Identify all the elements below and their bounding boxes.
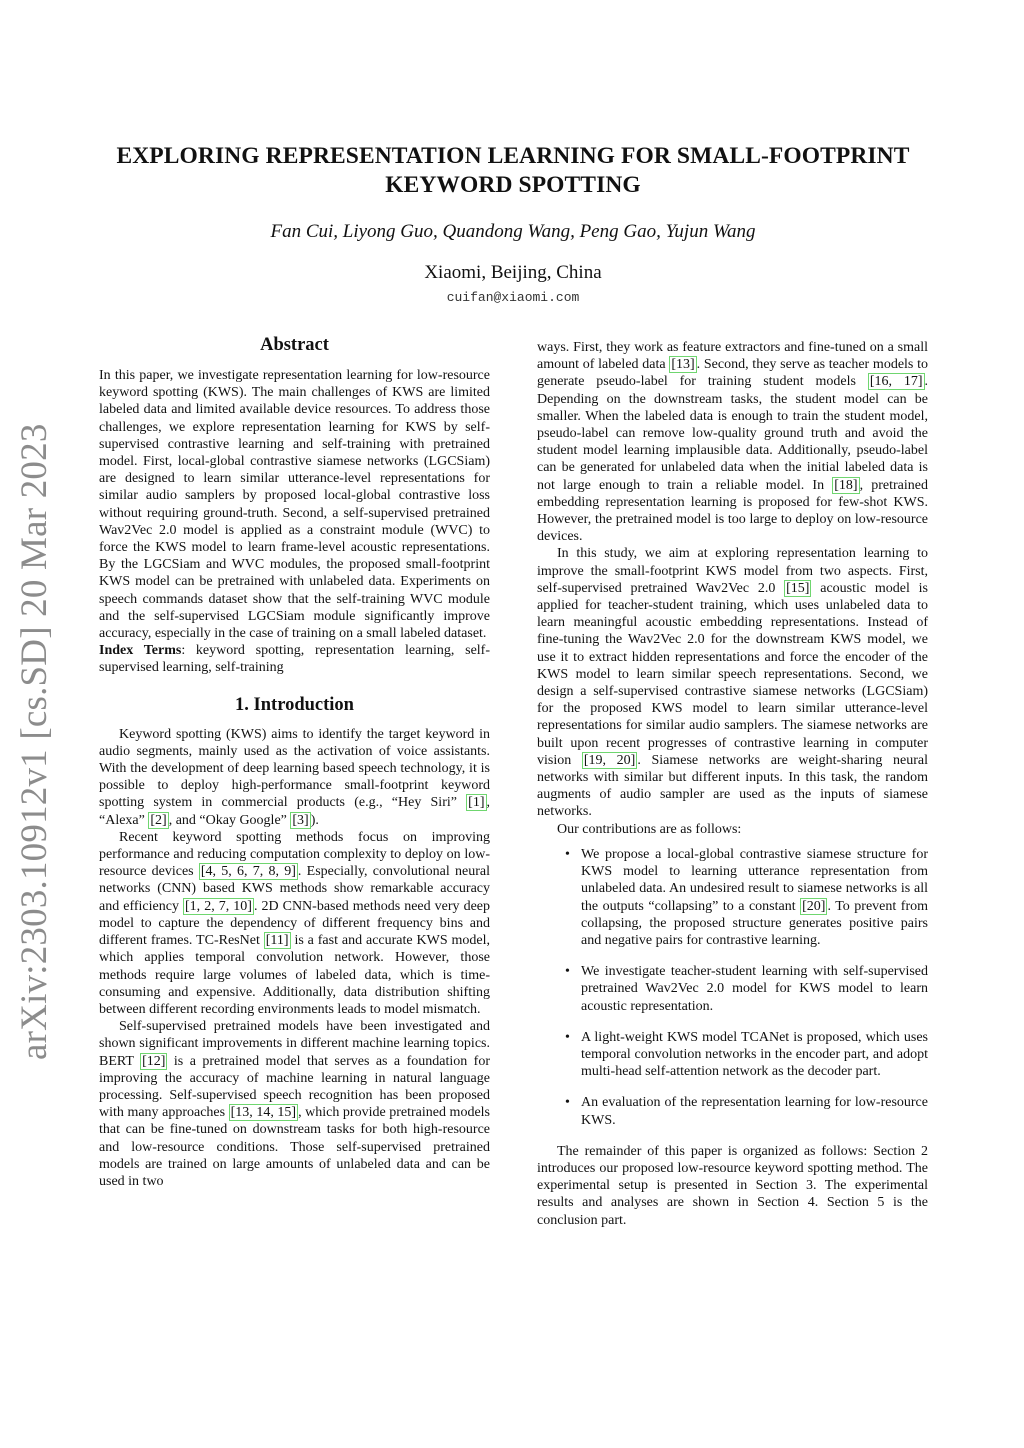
citation-link[interactable]: [13, 14, 15] bbox=[230, 1105, 297, 1121]
text-run: is a pretrained model that serves as a foundation for improving the accuracy of machine learning in natural language processing. Self-supervised speech recognition has been proposed with many approaches bbox=[99, 1053, 491, 1121]
title-line-2: KEYWORD SPOTTING bbox=[385, 172, 641, 198]
citation-link[interactable]: [20] bbox=[802, 898, 826, 914]
citation-link[interactable]: [18] bbox=[834, 477, 858, 493]
contributions-intro: Our contributions are as follows: bbox=[557, 821, 742, 837]
text-run: , which provide pretrained models that can be fine-tuned on downstream tasks for both high-resource and low-resource conditions. Those self-supervised pretrained models are trained on large amounts of unlabeled data and can be used in two bbox=[99, 1105, 490, 1189]
text-run: Recent keyword spotting methods focus on improving performance and reducing computation complexity to deploy on low-resource devices bbox=[99, 829, 490, 880]
citation-link[interactable]: [4, 5, 6, 7, 8, 9] bbox=[200, 864, 296, 880]
author-list: Fan Cui, Liyong Guo, Quandong Wang, Peng Gao, Yujun Wang bbox=[270, 221, 756, 242]
bullet-icon: • bbox=[565, 1029, 570, 1045]
citation-link[interactable]: [11] bbox=[265, 933, 289, 949]
text-run: , and “Okay Google” bbox=[168, 812, 291, 828]
text-run: Self-supervised pretrained models have been investigated and shown significant improvements in different machine learning topics. BERT bbox=[99, 1019, 490, 1069]
contribution-item-4 bbox=[537, 1094, 928, 1128]
citation-link[interactable]: [19, 20] bbox=[583, 752, 636, 768]
text-run: A light-weight KWS model TCANet is proposed, which uses temporal convolution networks in the encoder part, and adopt multi-head self-attention network as the decoder part. bbox=[581, 1029, 928, 1080]
text-run: . 2D CNN-based methods need very deep model to capture the dependency of different frequency bins and different frames. TC-ResNet bbox=[99, 898, 491, 949]
citation-link[interactable]: [15] bbox=[786, 580, 810, 596]
contribution-item-1 bbox=[537, 846, 928, 949]
index-terms bbox=[99, 642, 490, 676]
abstract-text: In this paper, we investigate representation learning for low-resource keyword spotting (KWS). The main challenges of KWS are limited labeled data and limited available device resources. To address those challenges, we explore representation learning for KWS by self-supervised contrastive learning and self-training with pretrained model. First, local-global contrastive siamese networks (LGCSiam) are designed to learn similar utterance-level representations for similar audio samplers by proposed local-global contrastive loss without requiring ground-truth. Second, a self-supervised pretrained Wav2Vec 2.0 model is applied as a constraint module (WVC) to force the KWS model to learn frame-level acoustic representations. By the LGCSiam and WVC modules, the proposed small-footprint KWS model can be pretrained with unlabeled data. Experiments on speech commands dataset show that the self-training WVC module and the self-supervised LGCSiam module significantly improve accuracy, especially in the case of training on a small labeled dataset. bbox=[99, 368, 490, 642]
right-paragraph-2 bbox=[537, 545, 928, 820]
citation-link[interactable]: [1, 2, 7, 10] bbox=[185, 898, 252, 914]
intro-paragraph-3 bbox=[99, 1018, 490, 1190]
arxiv-side-stamp: arXiv:2303.10912v1 [cs.SD] 20 Mar 2023 bbox=[14, 423, 55, 1060]
right-column bbox=[537, 339, 928, 1229]
contributions-list bbox=[537, 846, 928, 1129]
bullet-icon: • bbox=[565, 846, 570, 862]
abstract-heading: Abstract bbox=[260, 335, 329, 355]
contribution-item-3 bbox=[537, 1029, 928, 1081]
text-run: ways. First, they work as feature extractors and fine-tuned on a small amount of labeled data bbox=[537, 340, 928, 373]
citation-link[interactable]: [16, 17] bbox=[869, 374, 923, 390]
text-run: . To prevent from collapsing, the proposed structure generates positive pairs and negative pairs for contrastive learning. bbox=[581, 898, 928, 948]
introduction-heading: 1. Introduction bbox=[235, 694, 354, 715]
text-run: We investigate teacher-student learning with self-supervised pretrained Wav2Vec 2.0 model for KWS model to learn acoustic representation. bbox=[581, 964, 928, 1014]
title-line-1: EXPLORING REPRESENTATION LEARNING FOR SMALL-FOOTPRINT bbox=[116, 143, 910, 169]
bullet-icon: • bbox=[565, 964, 570, 980]
text-run: We propose a local-global contrastive siamese structure for KWS model to learning utterance representation from unlabeled data. An undesired result to siamese networks is all the outputs “collapsing” to a constant bbox=[581, 846, 928, 914]
citation-link[interactable]: [1] bbox=[468, 795, 485, 811]
citation-link[interactable]: [12] bbox=[142, 1053, 166, 1069]
text-run: In this study, we aim at exploring representation learning to improve the small-footprint KWS model from two aspects. First, self-supervised pretrained Wav2Vec 2.0 bbox=[537, 546, 928, 596]
text-run: ). bbox=[310, 812, 319, 828]
paper-title bbox=[60, 142, 966, 200]
text-run: An evaluation of the representation learning for low-resource KWS. bbox=[581, 1095, 928, 1128]
text-run: , pretrained embedding representation learning is proposed for few-shot KWS. However, the pretrained model is too large to deploy on low-resource devices. bbox=[537, 477, 928, 545]
text-run: . Depending on the downstream tasks, the student model can be smaller. When the labeled data is enough to train the student model, pseudo-label can remove low-quality ground truth and avoid the student model learning implausible data. Additionally, pseudo-label can be generated for unlabeled data when the initial labeled data is not large enough to train a reliable model. In bbox=[537, 374, 928, 493]
right-paragraph-1 bbox=[537, 339, 928, 545]
citation-link[interactable]: [2] bbox=[150, 812, 167, 828]
email-address[interactable]: cuifan@xiaomi.com bbox=[446, 290, 580, 305]
text-run: is a fast and accurate KWS model, which applies temporal convolution network. However, those methods require large volumes of labeled data, which is time-consuming and expensive. Additionally, data distribution shifting between different recording environments leads to model mismatch. bbox=[99, 933, 490, 1017]
paper-organization-paragraph: The remainder of this paper is organized as follows: Section 2 introduces our proposed low-resource keyword spotting method. The experimental setup is presented in Section 3. The experimental results and analyses are shown in Section 4. Section 5 is the conclusion part. bbox=[537, 1143, 928, 1228]
text-run: Keyword spotting (KWS) aims to identify the target keyword in audio segments, mainly used as the activation of voice assistants. With the development of deep learning based speech technology, it is possible to deploy high-performance small-footprint keyword spotting system in commercial products (e.g., “Hey Siri” bbox=[99, 726, 490, 811]
left-column bbox=[99, 334, 490, 1190]
affiliation: Xiaomi, Beijing, China bbox=[424, 262, 602, 283]
text-run: . Especially, convolutional neural networks (CNN) based KWS methods show remarkable accuracy and efficiency bbox=[99, 864, 490, 914]
index-terms-label: Index Terms bbox=[99, 643, 182, 659]
bullet-icon: • bbox=[565, 1095, 570, 1111]
citation-link[interactable]: [13] bbox=[671, 357, 695, 373]
text-run: . Siamese networks are weight-sharing neural networks with similar but different inputs. In this task, the random augments of audio sampler are used as the inputs of siamese networks. bbox=[537, 752, 929, 820]
text-run: , “Alexa” bbox=[99, 795, 490, 828]
index-terms-text: : keyword spotting, representation learning, self-supervised learning, self-training bbox=[99, 643, 490, 676]
citation-link[interactable]: [3] bbox=[292, 812, 309, 828]
intro-paragraph-2 bbox=[99, 829, 490, 1018]
text-run: acoustic model is applied for teacher-student training, which uses unlabeled data to learn meaningful acoustic embedding representations. Instead of fine-tuning the Wav2Vec 2.0 for the downstream KWS model, we use it to extract hidden representations and force the encoder of the KWS model to learn similar speech representations. Second, we design a self-supervised contrastive siamese networks (LGCSiam) for the proposed KWS model to learn similar utterance-level representations for similar audio samplers. The siamese networks are built upon recent progresses of contrastive learning in computer vision bbox=[537, 580, 928, 768]
intro-paragraph-1 bbox=[99, 726, 490, 829]
contribution-item-2 bbox=[537, 963, 928, 1015]
text-run: . Second, they serve as teacher models to generate pseudo-label for training student models bbox=[537, 357, 928, 390]
